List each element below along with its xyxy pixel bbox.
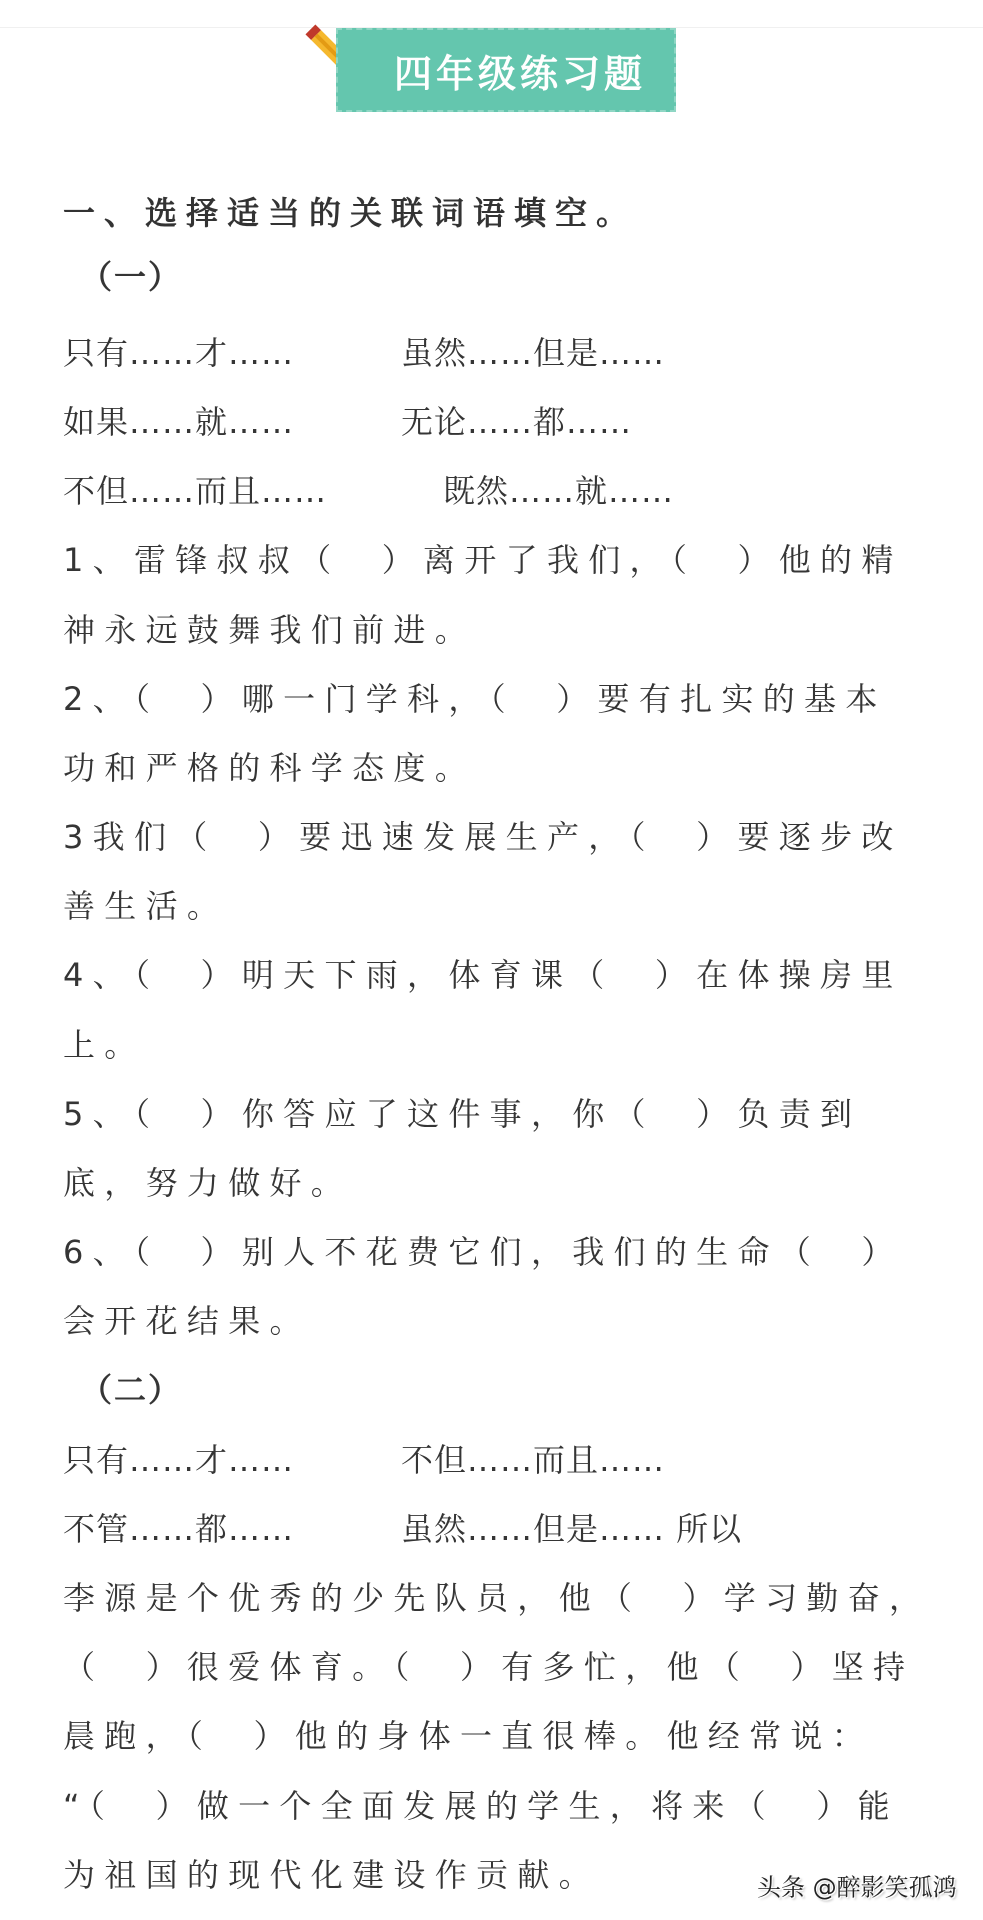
passage-line: （ ）很爱体育。（ ）有多忙，他（ ）坚持 [63, 1648, 915, 1686]
part-label-2: （二） [80, 1371, 183, 1409]
option-word-pair: 不但……而且…… [63, 472, 328, 510]
option-word-pair: 既然……就…… [443, 472, 675, 510]
title-banner [336, 28, 676, 112]
question-line: 6、（ ）别人不花费它们，我们的生命（ ） [63, 1233, 903, 1271]
option-word-pair: 虽然……但是…… 所以 [401, 1510, 743, 1548]
question-line: 善生活。 [63, 887, 229, 925]
question-line: 功和严格的科学态度。 [63, 749, 477, 787]
question-line: 上。 [63, 1026, 146, 1064]
question-line: 神永远鼓舞我们前进。 [63, 611, 477, 649]
question-line: 底，努力做好。 [63, 1164, 353, 1202]
section-heading: 一、选择适当的关联词语填空。 [63, 194, 638, 232]
question-line: 5、（ ）你答应了这件事，你（ ）负责到 [63, 1095, 862, 1133]
option-word-pair: 只有……才…… [63, 1441, 295, 1479]
question-line: 2、（ ）哪一门学科，（ ）要有扎实的基本 [63, 680, 887, 718]
option-word-pair: 虽然……但是…… [401, 334, 666, 372]
question-line: 3我们（ ）要迅速发展生产，（ ）要逐步改 [63, 818, 903, 856]
passage-line: 为祖国的现代化建设作贡献。 [63, 1856, 600, 1894]
question-line: 1、雷锋叔叔（ ）离开了我们，（ ）他的精 [63, 541, 903, 579]
passage-line: “（ ）做一个全面发展的学生，将来（ ）能 [63, 1787, 899, 1825]
option-word-pair: 无论……都…… [401, 403, 633, 441]
question-line: 4、（ ）明天下雨，体育课（ ）在体操房里 [63, 956, 903, 994]
watermark: 头条 @醉影笑孤鸿 [757, 1873, 957, 1902]
question-line: 会开花结果。 [63, 1302, 311, 1340]
option-word-pair: 不管……都…… [63, 1510, 295, 1548]
passage-line: 李源是个优秀的少先队员，他（ ）学习勤奋， [63, 1579, 931, 1617]
option-word-pair: 不但……而且…… [401, 1441, 666, 1479]
passage-line: 晨跑，（ ）他的身体一直很棒。他经常说： [63, 1717, 874, 1755]
option-word-pair: 如果……就…… [63, 403, 295, 441]
option-word-pair: 只有……才…… [63, 334, 295, 372]
part-label-1: （一） [80, 258, 183, 296]
banner-title: 四年级练习题 [393, 51, 646, 96]
